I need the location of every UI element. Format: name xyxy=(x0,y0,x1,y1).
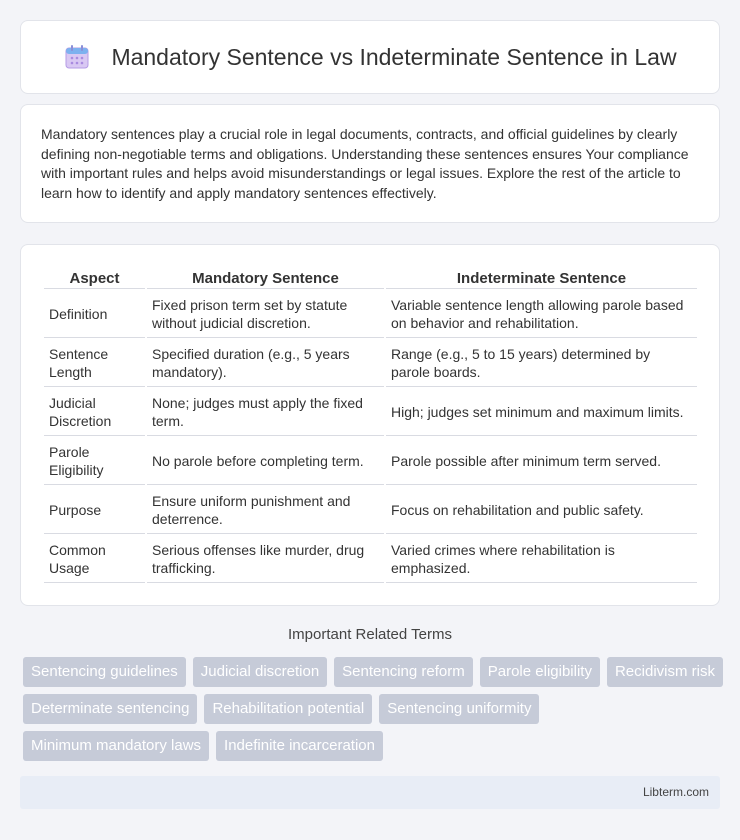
tag-judicial-discretion[interactable]: Judicial discretion xyxy=(193,657,327,687)
cell-mandatory: None; judges must apply the fixed term. xyxy=(147,389,384,436)
tag-sentencing-guidelines[interactable]: Sentencing guidelines xyxy=(23,657,186,687)
table-row xyxy=(44,536,697,583)
cell-mandatory: Ensure uniform punishment and deterrence. xyxy=(147,487,384,534)
tag-indefinite-incarceration[interactable]: Indefinite incarceration xyxy=(216,731,383,761)
header-mandatory: Mandatory Sentence xyxy=(147,267,384,289)
table-row xyxy=(44,340,697,387)
table-header-row xyxy=(44,267,697,289)
comparison-table xyxy=(42,265,699,585)
intro-card xyxy=(20,104,720,223)
comparison-table-card xyxy=(20,244,720,606)
tag-recidivism-risk[interactable]: Recidivism risk xyxy=(607,657,723,687)
intro-text: Mandatory sentences play a crucial role in legal documents, contracts, and official guidelines by clearly defining non-negotiable terms and obligations. Understanding these sentences ensures Your compliance with important rules and helps avoid misunderstandings or legal issues. Explore the rest of the article to learn how to identify and apply mandatory sentences effectively. xyxy=(41,126,689,201)
footer-site-link[interactable]: Libterm.com xyxy=(642,785,709,799)
cell-indeterminate: Range (e.g., 5 to 15 years) determined by parole boards. xyxy=(386,340,697,387)
header-aspect: Aspect xyxy=(44,267,145,289)
cell-aspect: Common Usage xyxy=(44,536,145,583)
page-title: Mandatory Sentence vs Indeterminate Sentence in Law xyxy=(111,43,677,70)
cell-aspect: Definition xyxy=(44,291,145,338)
cell-indeterminate: Parole possible after minimum term served. xyxy=(386,438,697,485)
related-terms-title: Important Related Terms xyxy=(288,626,452,643)
table-row xyxy=(44,487,697,534)
cell-indeterminate: Varied crimes where rehabilitation is emphasized. xyxy=(386,536,697,583)
table-row xyxy=(44,438,697,485)
cell-mandatory: No parole before completing term. xyxy=(147,438,384,485)
related-terms-tags xyxy=(23,657,723,761)
table-row xyxy=(44,291,697,338)
cell-mandatory: Fixed prison term set by statute without judicial discretion. xyxy=(147,291,384,338)
cell-aspect: Judicial Discretion xyxy=(44,389,145,436)
tag-determinate-sentencing[interactable]: Determinate sentencing xyxy=(23,694,197,724)
cell-mandatory: Serious offenses like murder, drug trafficking. xyxy=(147,536,384,583)
tag-parole-eligibility[interactable]: Parole eligibility xyxy=(480,657,600,687)
tag-sentencing-uniformity[interactable]: Sentencing uniformity xyxy=(379,694,539,724)
cell-indeterminate: Focus on rehabilitation and public safety. xyxy=(386,487,697,534)
tag-minimum-mandatory-laws[interactable]: Minimum mandatory laws xyxy=(23,731,209,761)
cell-aspect: Parole Eligibility xyxy=(44,438,145,485)
table-row xyxy=(44,389,697,436)
cell-indeterminate: High; judges set minimum and maximum limits. xyxy=(386,389,697,436)
cell-indeterminate: Variable sentence length allowing parole based on behavior and rehabilitation. xyxy=(386,291,697,338)
tag-sentencing-reform[interactable]: Sentencing reform xyxy=(334,657,473,687)
cell-aspect: Purpose xyxy=(44,487,145,534)
cell-aspect: Sentence Length xyxy=(44,340,145,387)
cell-mandatory: Specified duration (e.g., 5 years mandatory). xyxy=(147,340,384,387)
header-card xyxy=(20,20,720,94)
tag-rehabilitation-potential[interactable]: Rehabilitation potential xyxy=(204,694,372,724)
footer xyxy=(20,776,720,809)
calendar-icon xyxy=(63,43,91,71)
header-indeterminate: Indeterminate Sentence xyxy=(386,267,697,289)
